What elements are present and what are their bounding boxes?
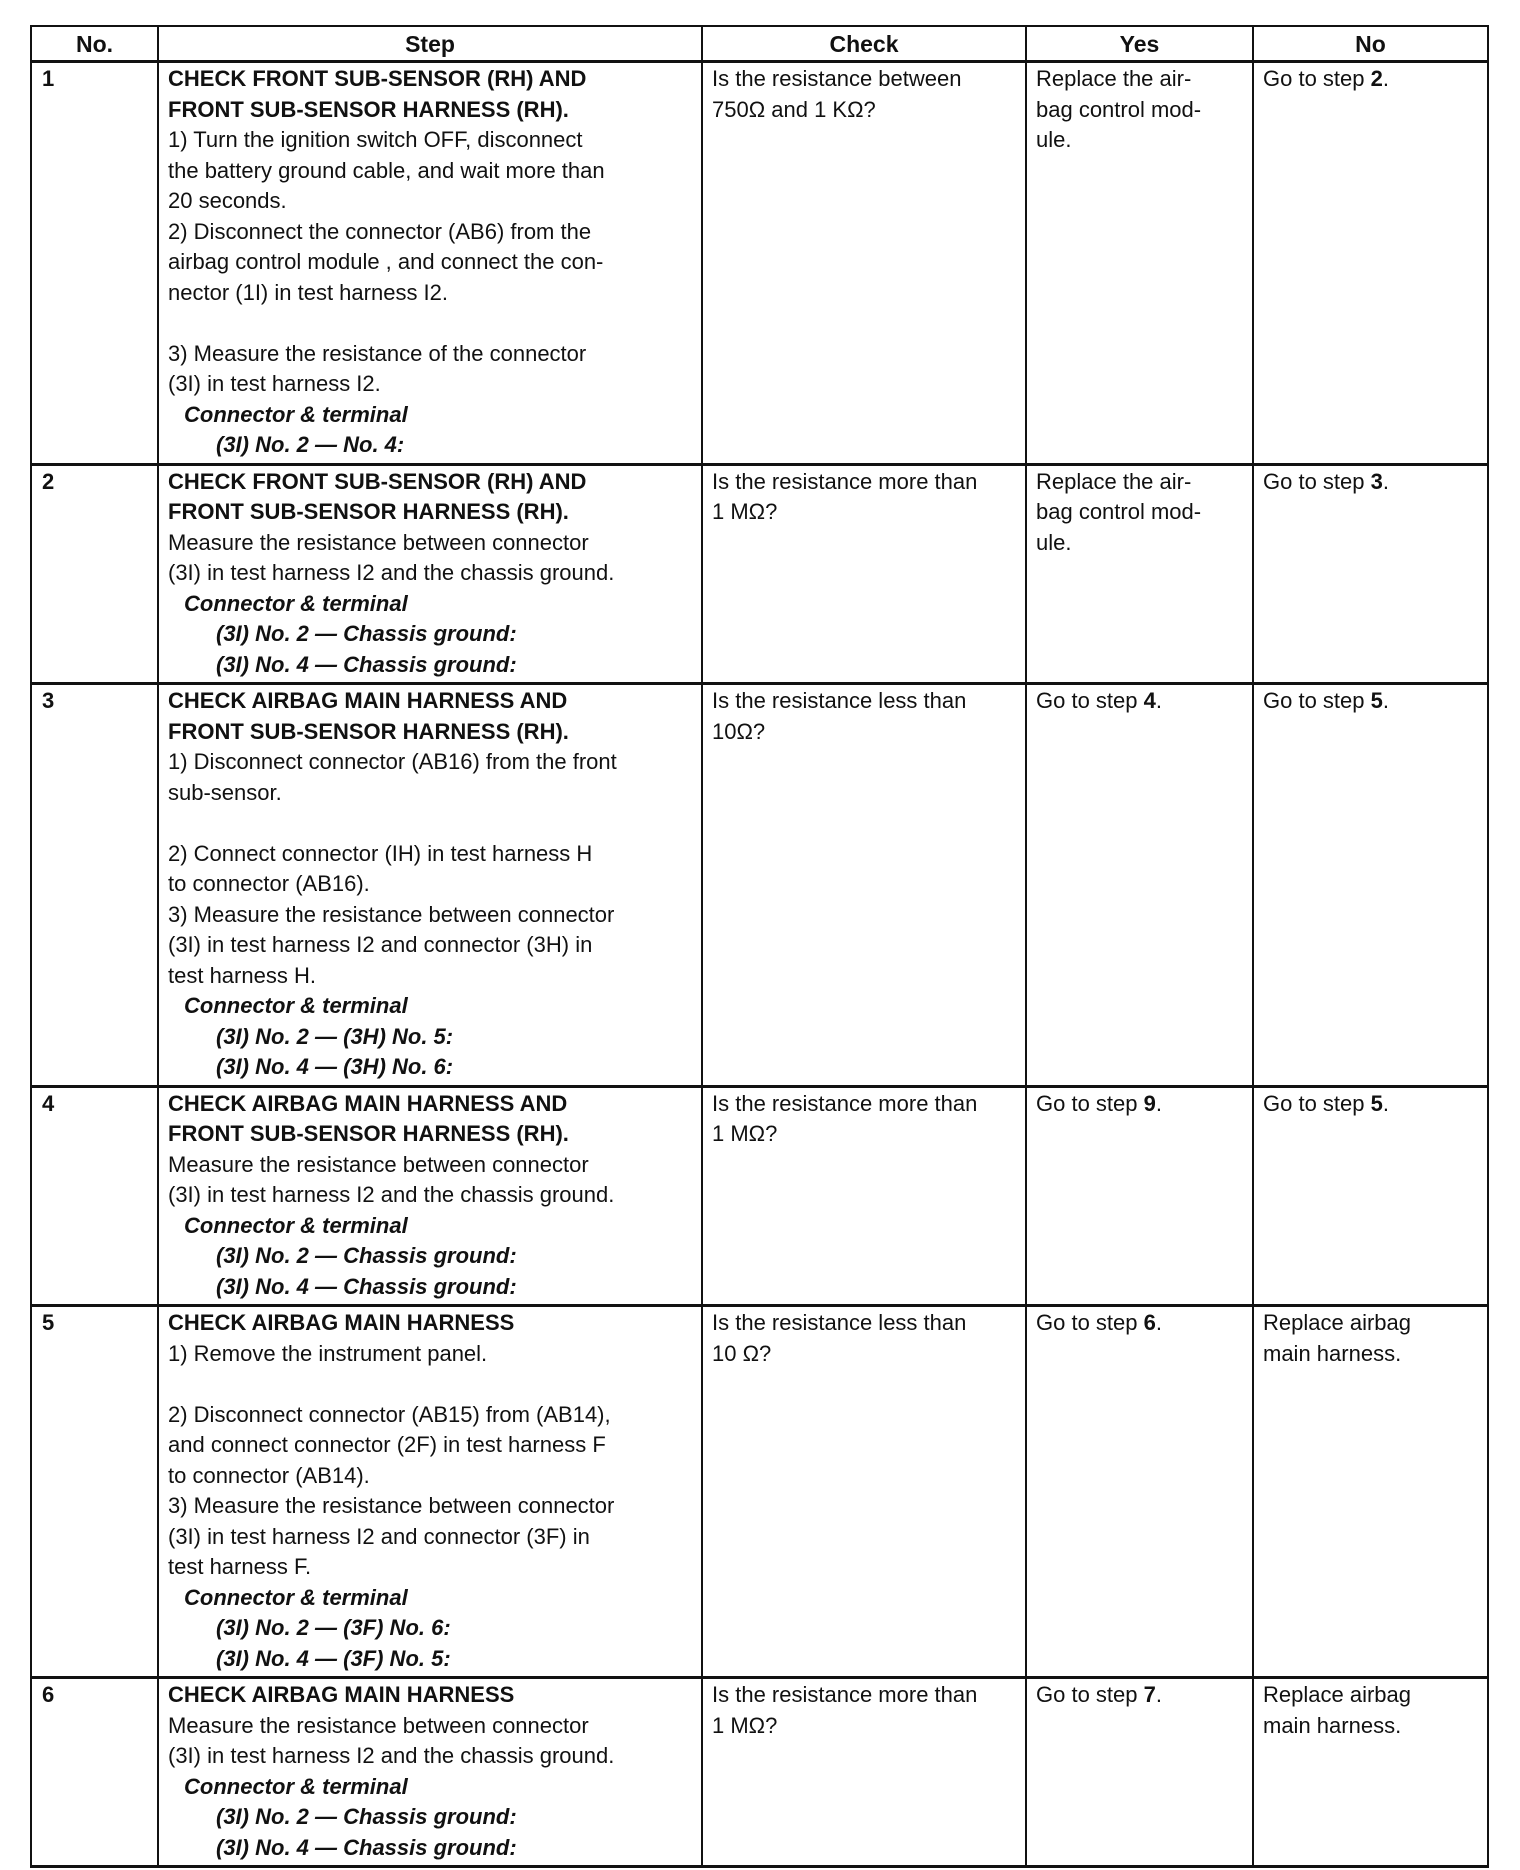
yes-line: bag control mod- — [1036, 96, 1202, 122]
no-prefix: Go to step — [1263, 468, 1371, 494]
step-number: 2 — [31, 464, 158, 684]
yes-line: ule. — [1036, 529, 1072, 555]
no-cell — [1253, 1306, 1488, 1678]
yes-prefix: Go to step — [1036, 1310, 1144, 1335]
step-cell — [158, 464, 702, 684]
connector-terminal-item: (3I) No. 2 — No. 4: — [216, 432, 405, 457]
no-step-number: 5 — [1370, 688, 1383, 713]
check-text: 1 MΩ? — [712, 499, 778, 524]
step-text: test harness F. — [168, 1554, 312, 1579]
step-text: airbag control module , and connect the con- — [168, 249, 604, 274]
step-text: and connect connector (2F) in test harness F — [168, 1432, 606, 1457]
blank-line — [168, 808, 693, 839]
blank-line — [168, 308, 693, 339]
no-prefix: Go to step — [1263, 66, 1371, 91]
step-text: to connector (AB14). — [168, 1462, 370, 1488]
connector-terminal-label: Connector & terminal — [184, 590, 408, 616]
no-line: main harness. — [1263, 1712, 1402, 1738]
yes-cell — [1026, 1678, 1253, 1867]
connector-terminal-item: (3I) No. 4 — Chassis ground: — [216, 1273, 517, 1299]
step-title: FRONT SUB-SENSOR HARNESS (RH). — [168, 1121, 569, 1146]
step-text: 1) Turn the ignition switch OFF, disconnect — [168, 127, 583, 152]
header-row — [31, 26, 1488, 62]
step-number: 6 — [31, 1678, 158, 1867]
step-text: (3I) in test harness I2 and the chassis ground. — [168, 560, 615, 585]
step-cell — [158, 684, 702, 1087]
yes-text — [1036, 686, 1244, 717]
check-text: Is the resistance between — [712, 66, 962, 91]
step-text: to connector (AB16). — [168, 871, 370, 896]
step-text: (3I) in test harness I2 and the chassis ground. — [168, 1182, 615, 1207]
connector-terminal-item: (3I) No. 4 — (3F) No. 5: — [216, 1645, 451, 1671]
step-text: 3) Measure the resistance of the connector — [168, 340, 587, 366]
step-number: 4 — [31, 1086, 158, 1306]
step-title: CHECK AIRBAG MAIN HARNESS — [168, 1310, 515, 1335]
step-text: sub-sensor. — [168, 779, 282, 805]
yes-suffix: . — [1155, 1090, 1162, 1116]
connector-terminal-label: Connector & terminal — [184, 1212, 408, 1238]
connector-terminal-item: (3I) No. 4 — (3H) No. 6: — [216, 1054, 454, 1079]
step-text: 1) Remove the instrument panel. — [168, 1340, 488, 1366]
yes-suffix: . — [1155, 1682, 1162, 1707]
no-text — [1263, 1089, 1479, 1120]
yes-line: Replace the air- — [1036, 66, 1192, 91]
header-no-col: No — [1253, 26, 1488, 62]
table-body — [31, 62, 1488, 1867]
step-text: (3I) in test harness I2 and the chassis ground. — [168, 1743, 615, 1768]
step-number: 5 — [31, 1306, 158, 1678]
no-text — [1263, 64, 1479, 95]
step-cell — [158, 1306, 702, 1678]
connector-terminal-item: (3I) No. 2 — Chassis ground: — [216, 1243, 517, 1268]
check-cell — [702, 1678, 1026, 1867]
yes-prefix: Go to step — [1036, 1090, 1144, 1116]
step-number: 1 — [31, 62, 158, 465]
step-text: 20 seconds. — [168, 188, 287, 213]
table-row — [31, 464, 1488, 684]
check-cell — [702, 1086, 1026, 1306]
connector-terminal-label: Connector & terminal — [184, 401, 408, 427]
check-text: Is the resistance less than — [712, 688, 967, 713]
check-cell — [702, 684, 1026, 1087]
no-cell — [1253, 684, 1488, 1087]
check-cell — [702, 464, 1026, 684]
yes-text — [1036, 1308, 1244, 1339]
check-text: 10 Ω? — [712, 1340, 772, 1366]
no-text — [1263, 467, 1479, 498]
check-text: Is the resistance more than — [712, 1090, 978, 1116]
no-line: Replace airbag — [1263, 1310, 1411, 1335]
header-yes: Yes — [1026, 26, 1253, 62]
yes-step-number: 6 — [1143, 1310, 1156, 1335]
diagnostic-table — [30, 25, 1489, 1868]
no-cell — [1253, 1678, 1488, 1867]
check-text: 10Ω? — [712, 718, 766, 744]
yes-step-number: 7 — [1143, 1682, 1156, 1707]
yes-line: ule. — [1036, 127, 1072, 152]
step-title: CHECK AIRBAG MAIN HARNESS AND — [168, 1090, 568, 1116]
no-step-number: 5 — [1370, 1090, 1383, 1116]
connector-terminal-item: (3I) No. 2 — (3H) No. 5: — [216, 1023, 454, 1049]
yes-text — [1036, 1680, 1244, 1711]
step-title: CHECK FRONT SUB-SENSOR (RH) AND — [168, 66, 587, 91]
no-text — [1263, 686, 1479, 717]
step-title: CHECK FRONT SUB-SENSOR (RH) AND — [168, 468, 587, 494]
step-title: FRONT SUB-SENSOR HARNESS (RH). — [168, 718, 569, 744]
yes-suffix: . — [1155, 688, 1162, 713]
yes-line: Replace the air- — [1036, 468, 1192, 494]
check-text: Is the resistance more than — [712, 1682, 978, 1707]
yes-prefix: Go to step — [1036, 688, 1144, 713]
step-text: (3I) in test harness I2. — [168, 371, 381, 396]
table-row — [31, 684, 1488, 1087]
no-cell — [1253, 464, 1488, 684]
connector-terminal-item: (3I) No. 4 — Chassis ground: — [216, 1834, 517, 1860]
step-text: 2) Disconnect the connector (AB6) from the — [168, 218, 592, 244]
blank-line — [168, 1369, 693, 1400]
step-cell — [158, 1678, 702, 1867]
yes-text — [1036, 1089, 1244, 1120]
connector-terminal-label: Connector & terminal — [184, 1584, 408, 1610]
yes-cell — [1026, 1086, 1253, 1306]
table-row — [31, 62, 1488, 465]
check-cell — [702, 1306, 1026, 1678]
no-suffix: . — [1382, 468, 1389, 494]
connector-terminal-label: Connector & terminal — [184, 1773, 408, 1799]
step-title: FRONT SUB-SENSOR HARNESS (RH). — [168, 96, 569, 122]
no-step-number: 3 — [1370, 468, 1383, 494]
connector-terminal-label: Connector & terminal — [184, 993, 408, 1018]
no-prefix: Go to step — [1263, 1090, 1371, 1116]
table-row — [31, 1086, 1488, 1306]
step-text: Measure the resistance between connector — [168, 529, 589, 555]
step-text: 3) Measure the resistance between connector — [168, 1493, 615, 1518]
yes-line: bag control mod- — [1036, 499, 1202, 524]
yes-prefix: Go to step — [1036, 1682, 1144, 1707]
step-title: CHECK AIRBAG MAIN HARNESS AND — [168, 688, 568, 713]
no-prefix: Go to step — [1263, 688, 1371, 713]
step-cell — [158, 62, 702, 465]
header-check: Check — [702, 26, 1026, 62]
step-text: (3I) in test harness I2 and connector (3H) in — [168, 932, 593, 957]
no-cell — [1253, 62, 1488, 465]
no-suffix: . — [1382, 688, 1389, 713]
no-step-number: 2 — [1370, 66, 1383, 91]
yes-step-number: 9 — [1143, 1090, 1156, 1116]
yes-suffix: . — [1155, 1310, 1162, 1335]
step-text: (3I) in test harness I2 and connector (3F) in — [168, 1523, 590, 1549]
step-text: 1) Disconnect connector (AB16) from the front — [168, 749, 617, 774]
check-text: Is the resistance more than — [712, 468, 978, 494]
table-row — [31, 1306, 1488, 1678]
step-text: 3) Measure the resistance between connector — [168, 901, 615, 927]
step-number: 3 — [31, 684, 158, 1087]
table-row — [31, 1678, 1488, 1867]
check-text: 1 MΩ? — [712, 1712, 778, 1738]
check-text: 1 MΩ? — [712, 1121, 778, 1146]
connector-terminal-item: (3I) No. 2 — Chassis ground: — [216, 621, 517, 646]
step-text: Measure the resistance between connector — [168, 1712, 589, 1738]
step-text: the battery ground cable, and wait more than — [168, 157, 605, 183]
connector-terminal-item: (3I) No. 2 — Chassis ground: — [216, 1804, 517, 1829]
header-step: Step — [158, 26, 702, 62]
no-cell — [1253, 1086, 1488, 1306]
yes-cell — [1026, 464, 1253, 684]
yes-cell — [1026, 1306, 1253, 1678]
step-title: FRONT SUB-SENSOR HARNESS (RH). — [168, 499, 569, 524]
step-cell — [158, 1086, 702, 1306]
no-suffix: . — [1382, 66, 1389, 91]
step-text: 2) Connect connector (IH) in test harness H — [168, 840, 593, 866]
check-text: Is the resistance less than — [712, 1310, 967, 1335]
no-line: Replace airbag — [1263, 1682, 1411, 1707]
no-line: main harness. — [1263, 1340, 1402, 1366]
step-text: test harness H. — [168, 962, 316, 988]
connector-terminal-item: (3I) No. 2 — (3F) No. 6: — [216, 1615, 451, 1640]
check-text: 750Ω and 1 KΩ? — [712, 96, 876, 122]
step-text: Measure the resistance between connector — [168, 1151, 589, 1177]
check-cell — [702, 62, 1026, 465]
step-title: CHECK AIRBAG MAIN HARNESS — [168, 1682, 515, 1707]
yes-step-number: 4 — [1143, 688, 1156, 713]
step-text: 2) Disconnect connector (AB15) from (AB14), — [168, 1401, 611, 1427]
step-text: nector (1I) in test harness I2. — [168, 279, 449, 305]
no-suffix: . — [1382, 1090, 1389, 1116]
header-no: No. — [31, 26, 158, 62]
connector-terminal-item: (3I) No. 4 — Chassis ground: — [216, 651, 517, 677]
yes-cell — [1026, 62, 1253, 465]
yes-cell — [1026, 684, 1253, 1087]
